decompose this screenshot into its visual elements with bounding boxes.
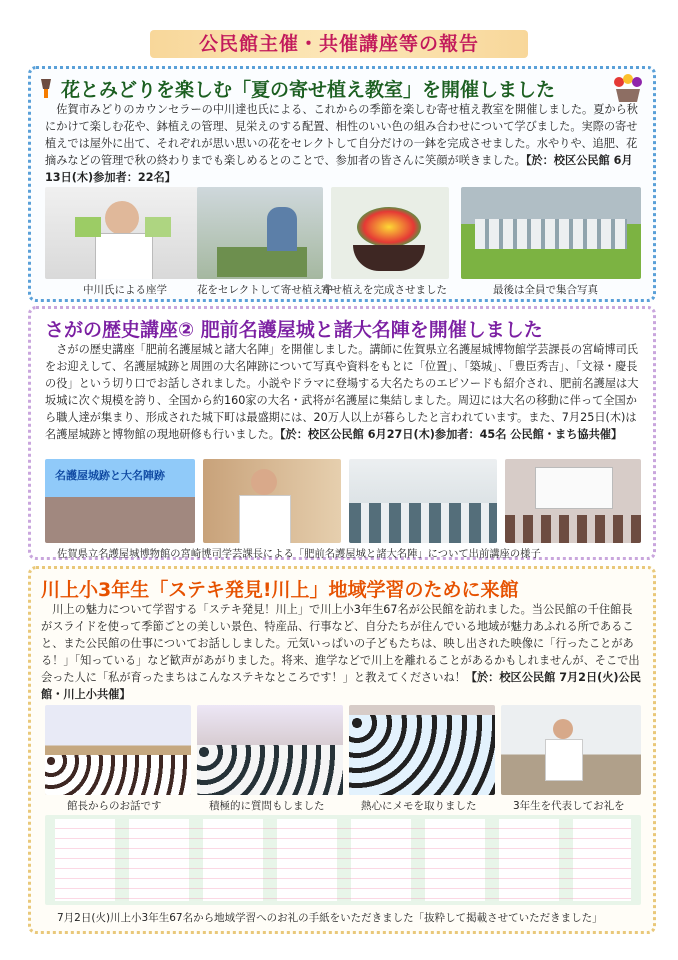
section-title: 花とみどりを楽しむ「夏の寄せ植え教室」を開催しました (61, 79, 556, 101)
flower-pot-icon (611, 73, 645, 103)
photo-questions (197, 705, 343, 795)
section-title: さがの歴史講座② 肥前名護屋城と諸大名陣を開催しました (45, 319, 543, 341)
photo-caption: 中川氏による座学 (83, 284, 167, 296)
photo-caption: 最後は全員で集合写真 (493, 284, 598, 296)
section-history-lecture (28, 306, 656, 560)
photo-audience (349, 459, 497, 543)
photo-slide (45, 459, 195, 543)
event-info: 【於：校区公民館 6月13日(木)参加者：22名】 (45, 154, 633, 184)
section-school-visit (28, 566, 656, 934)
section-body: 佐賀市みどりのカウンセラーの中川達也氏による、これからの季節を楽しむ寄せ植え教室を開催しました。夏から秋にかけて楽しむ花や、鉢植えの管理、見栄えのする配置、相性のいい色の組み合わせについて学びました。実際の寄せ植えでは屋外に出て、それぞれが思い思いの花をセレクトして自分だけの一鉢を完成させました。水やりや、追肥、花摘みなどの管理で秋の終わりまでも楽しめるとのことで、参加者の皆さんに笑顔が咲きました。 (45, 103, 638, 167)
photo-caption: 花をセレクトして寄せ植え中 (197, 284, 334, 296)
photo-caption: 熱心にメモを取りました (361, 800, 477, 812)
section-body: 川上の魅力について学習する「ステキ発見！川上」で川上小3年生67名が公民館を訪れました。当公民館の千住館長がスライドを使って季節ごとの美しい景色、特産品、行事など、自分たちが住んでいる地域が魅力あふれる所であること、また公民館の仕事についてお話ししました。元気いっぱいの子どもたちは、映し出された映像に「行ったことがある！」「知っている」など歓声があがりました。将来、進学などで川上を離れることがあるかもしれませんが、そこで出会った人に「私が育ったまちはこんなステキなところです！」と教えてくださいね！ (41, 603, 640, 684)
photo-group (461, 187, 641, 279)
photo-thanks (501, 705, 641, 795)
photo-caption: 館長からのお話です (67, 800, 162, 812)
section-flower-class (28, 66, 656, 302)
trowel-icon (37, 77, 55, 99)
photo-finished-pot (331, 187, 449, 279)
photo-caption: 寄せ植えを完成させました (321, 284, 447, 296)
event-info: 【於：校区公民館 7月2日(火)公民館・川上小共催】 (41, 671, 641, 701)
slide-title: 名護屋城跡と大名陣跡 (55, 469, 165, 482)
photo-notes (349, 705, 495, 795)
page-banner: 公民館主催・共催講座等の報告 (150, 30, 528, 58)
photo-planting (197, 187, 323, 279)
photo-caption: 積極的に質問もしました (209, 800, 325, 812)
photo-lecture (45, 187, 209, 279)
thank-you-letters (45, 815, 641, 905)
photo-presentation (505, 459, 641, 543)
letters-caption: 7月2日(火)川上小3年生67名から地域学習へのお礼の手紙をいただきました「抜粋して掲載させていただきました」 (57, 912, 603, 924)
photo-director-talk (45, 705, 191, 795)
photo-caption: 佐賀県立名護屋城博物館の宮崎博司学芸課長による「肥前名護屋城と諸大名陣」について出前講座の様子 (57, 548, 541, 560)
event-info: 【於：校区公民館 6月27日(木)参加者：45名 公民館・まち協共催】 (279, 428, 623, 441)
photo-speaker (203, 459, 341, 543)
section-body: さがの歴史講座「肥前名護屋城と諸大名陣」を開催しました。講師に佐賀県立名護屋城博物館学芸課長の宮崎博司氏をお迎えして、名護屋城跡と周囲の大名陣跡について写真や資料をもとに「位置」、「築城」、「豊臣秀吉」、「文禄・慶長の役」という切り口でお話しされました。小説やドラマに登場する大名たちのエピソードも紹介され、肥前名護屋は大坂城に次ぐ規模を誇り、全国から約160家の大名・武将が名護屋に集結しました。周辺には大名の移動に伴って全国から職人達が集まり、形成された城下町は最盛期には、20万人以上が暮らしたと言われています。また、7月25日(木)は名護屋城跡と博物館の現地研修も行いました。 (45, 343, 639, 441)
photo-caption: 3年生を代表してお礼を (513, 800, 625, 812)
section-title: 川上小3年生「ステキ発見!川上」地域学習のために来館 (41, 579, 519, 601)
